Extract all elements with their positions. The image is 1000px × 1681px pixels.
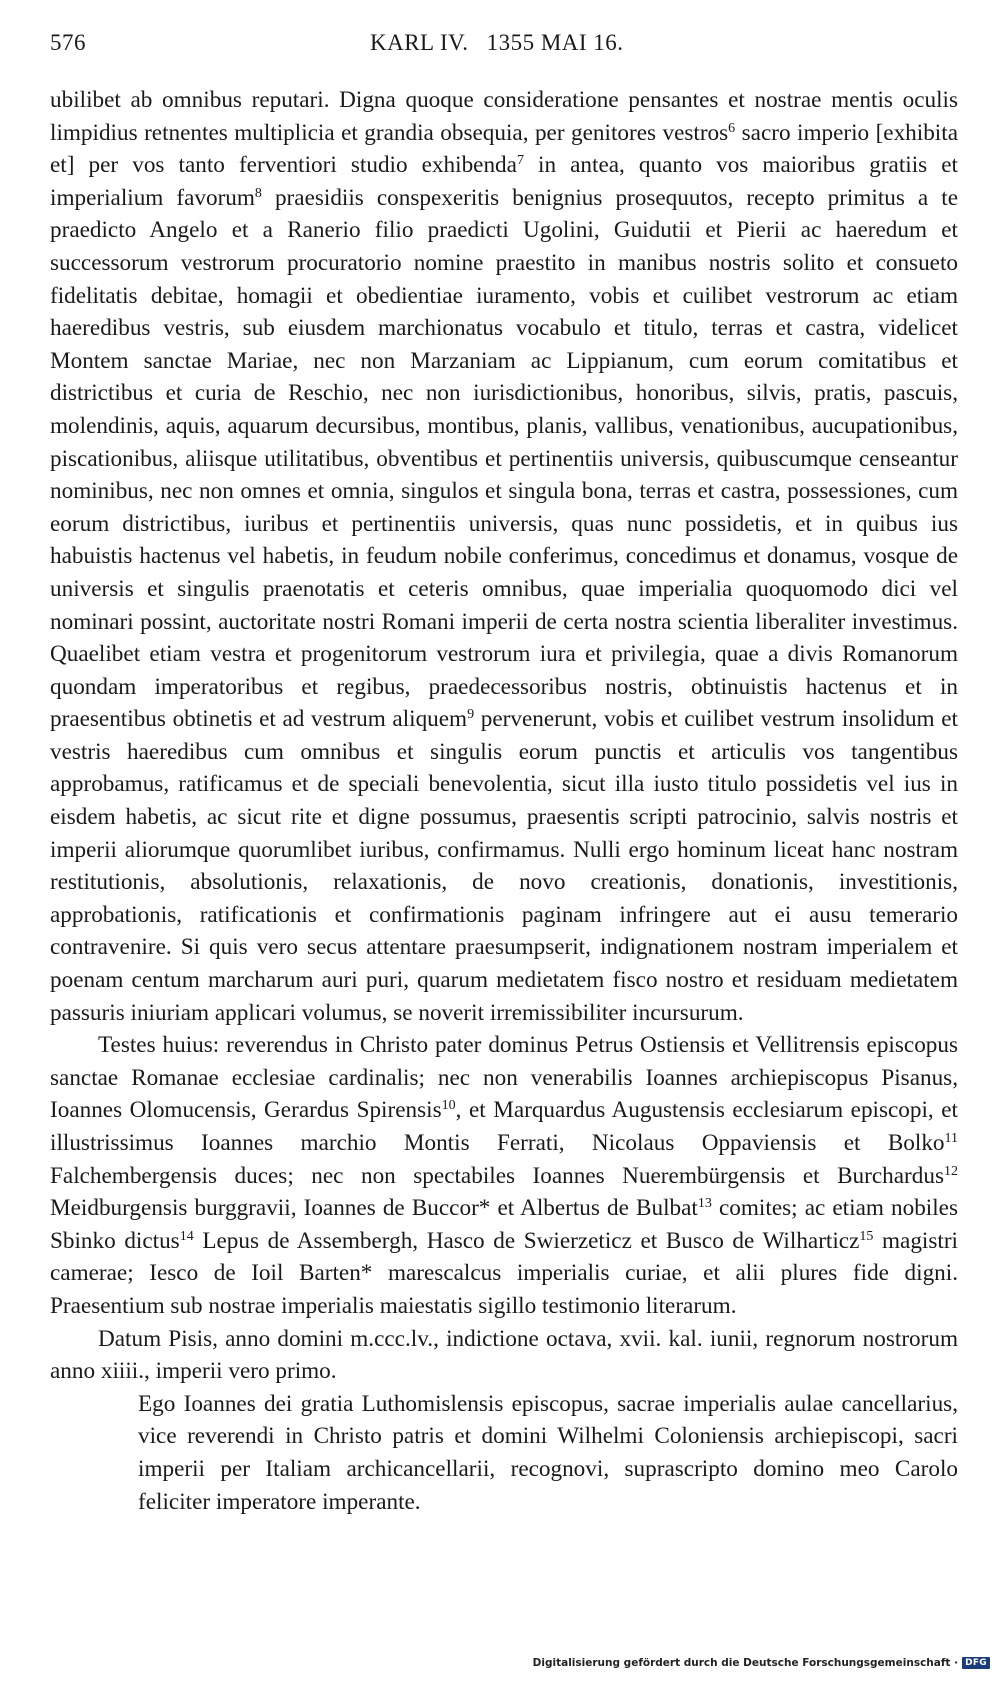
text-run: sacro imperio [exhibita et] per vos tanto ferventiori studio exhibenda — [50, 119, 958, 179]
text-run: , et Marquardus Augustensis ecclesiarum episcopi, et illustrissimus Ioannes marchio Montis Ferrati, Nicolaus Oppaviensis et Bolko — [50, 1097, 959, 1156]
footnote-ref: 7 — [516, 153, 524, 169]
footnote-ref: 10 — [441, 1098, 456, 1114]
footnote-ref: 9 — [467, 707, 475, 723]
paragraph-witnesses — [50, 1029, 958, 1322]
text-run: praesidiis conspexeritis benignius prosequutos, recepto primitus a te praedicto Angelo et a Ranerio filio praedicti Ugolini, Guidutii et Pierii ac haeredum et successorum vestrorum procuratorio nomine praestito in manibus nostris solito et consueto fidelitatis debitae, homagii et obedientiae iuramento, vobis et cuilibet vestrorum ac etiam haeredibus vestris, sub eiusdem marchionatus vocabulo et titulo, terras et castra, videlicet Montem sanctae Mariae, nec non Marzaniam ac Lippianum, cum eorum comitatibus et districtibus et curia de Reschio, nec non iurisdictionibus, honoribus, silvis, pratis, pascuis, molendinis, aquis, aquarum decursibus, montibus, planis, vallibus, venationibus, aucupationibus, piscationibus, aliisque utilitatibus, obventibus et pertinentiis universis, quibuscumque censeantur nominibus, nec non omnes et omnia, singulos et singula bona, terras et castra, possessiones, cum eorum districtibus, iuribus et pertinentiis universis, quas nunc possidetis, et in quibus ius habuistis hactenus vel habetis, in feudum nobile conferimus, concedimus et donamus, vosque de universis et singulis praenotatis et ceteris omnibus, quae imperialia quoquomodo dici vel nominari possint, auctoritate nostri Romani imperii de certa nostra scientia liberaliter investimus. Quaelibet etiam vestra et progenitorum vestrorum iura et privilegia, quae a divis Romanorum quondam imperatoribus et regibus, praedecessoribus nostris, obtinuistis hactenus et in praesentibus obtinetis et ad vestrum aliquem — [50, 184, 958, 733]
text-run: in antea, quanto vos maioribus gratiis et imperialium favorum — [50, 152, 958, 211]
text-run: ubilibet ab omnibus reputari. Digna quoque consideratione pensantes et nostrae mentis oculis limpidius retnentes multiplicia et grandia obsequia, per genitores vestros — [50, 87, 958, 146]
footnote-ref: 12 — [944, 1163, 958, 1179]
footnote-ref: 14 — [179, 1228, 194, 1244]
page-header — [50, 30, 958, 68]
text-run: pervenerunt, vobis et cuilibet vestrum insolidum et vestris haeredibus cum omnibus et singulis eorum punctis et articulis vos tangentibus approbamus, ratificamus et de speciali benevolentia, sicut illa iusto titulo possidetis vel ius in eisdem habetis, ac sicut rite et digne possumus, praesentis scripti patrocinio, salvis nostris et imperii aliorumque quorumlibet iuribus, confirmamus. Nulli ergo hominum liceat hanc nostram restitutionis, absolutionis, relaxationis, de novo creationis, donationis, investitionis, approbationis, ratificationis et confirmationis paginam infringere aut ei ausu temerario contravenire. Si quis vero secus attentare praesumpserit, indignationem nostram imperialem et poenam centum marcharum auri puri, quarum medietatem fisco nostro et residuam medietatem passuris iniuriam applicari volumus, se noverit irremissibiliter incursurum. — [50, 706, 958, 1026]
text-run: magistri camerae; Iesco de Ioil Barten* marescalcus imperialis curiae, et alii plures fide digni. Praesentium sub nostrae imperialis maiestatis sigillo testimonio literarum. — [50, 1227, 958, 1319]
footnote-ref: 11 — [944, 1131, 958, 1146]
text-run: Lepus de Assembergh, Hasco de Swierzeticz et Busco de Wilharticz — [193, 1227, 860, 1254]
running-head-name: KARL IV. — [370, 30, 469, 55]
footnote-ref: 15 — [859, 1228, 874, 1244]
paragraph-dating: Datum Pisis, anno domini m.ccc.lv., indictione octava, xvii. kal. iunii, regnorum nostrorum anno xiiii., imperii vero primo. — [50, 1325, 958, 1385]
text-run: Testes huius: reverendus in Christo pater dominus Petrus Ostiensis et Vellitrensis episcopus sanctae Romanae ecclesiae cardinalis; nec non venerabilis Ioannes archiepiscopus Pisanus, Ioannes Olomucensis, Gerardus Spirensis — [50, 1032, 958, 1124]
footnote-ref: 8 — [254, 185, 262, 201]
text-run: Falchembergensis duces; nec non spectabiles Ioannes Nuerembürgensis et Burchardus — [50, 1162, 944, 1189]
page-number: 576 — [50, 30, 86, 55]
dfg-logo-icon: DFG — [962, 1657, 990, 1669]
footnote-ref: 6 — [728, 120, 736, 136]
digitization-credit-text: Digitalisierung gefördert durch die Deutsche Forschungsgemeinschaft · — [532, 1657, 959, 1669]
chancery-subscription: Ego Ioannes dei gratia Luthomislensis episcopus, sacrae imperialis aulae cancellarius, vice reverendi in Christo patris et domini Wilhelmi Coloniensis archiepiscopi, sacri imperii per Italiam archicancellarii, recognovi, suprascripto domino meo Carolo feliciter imperatore imperante. — [138, 1390, 958, 1515]
paragraph-dispositio — [50, 84, 958, 1029]
running-head-date: 1355 MAI 16. — [486, 30, 624, 55]
footnote-ref: 13 — [697, 1196, 712, 1212]
document-body — [50, 84, 958, 1518]
text-run: Meidburgensis burggravii, Ioannes de Buccor* et Albertus de Bulbat — [50, 1195, 698, 1222]
text-run: comites; ac etiam nobiles Sbinko dictus — [50, 1195, 958, 1254]
running-head — [370, 30, 624, 56]
digitization-credit — [533, 1657, 990, 1669]
document-page — [50, 30, 958, 1518]
